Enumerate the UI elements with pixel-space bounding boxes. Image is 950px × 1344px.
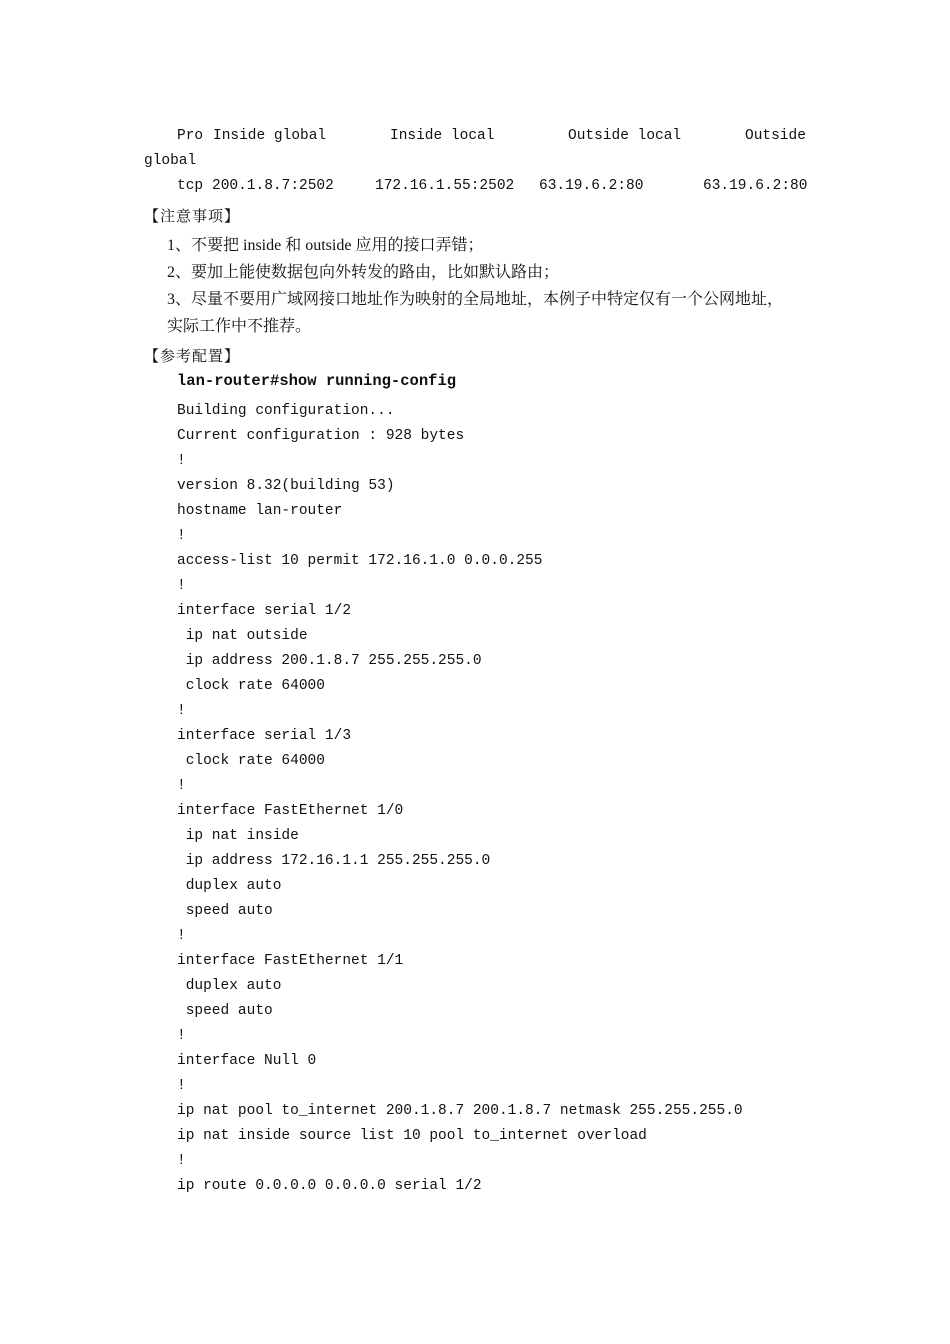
nat-table-header	[144, 124, 824, 149]
reference-heading: 【参考配置】	[144, 347, 241, 365]
config-line: !	[177, 1028, 186, 1044]
config-line: ip route 0.0.0.0 0.0.0.0 serial 1/2	[177, 1178, 482, 1194]
header-inside-local: Inside local	[390, 128, 495, 144]
cell-pro: tcp	[177, 178, 204, 194]
cell-inside-global: 200.1.8.7:2502	[212, 178, 334, 194]
config-line: access-list 10 permit 172.16.1.0 0.0.0.255	[177, 553, 543, 569]
table-row	[144, 174, 824, 199]
config-line: duplex auto	[177, 878, 282, 894]
config-line: ip nat outside	[177, 628, 308, 644]
config-line: clock rate 64000	[177, 678, 325, 694]
config-line: !	[177, 1153, 186, 1169]
config-line: ip address 200.1.8.7 255.255.255.0	[177, 653, 482, 669]
config-line: !	[177, 1078, 186, 1094]
config-line: interface FastEthernet 1/1	[177, 953, 404, 969]
cell-outside-local: 63.19.6.2:80	[539, 178, 644, 194]
header-outside-local: Outside local	[568, 128, 682, 144]
config-line: ip address 172.16.1.1 255.255.255.0	[177, 853, 491, 869]
notes-heading: 【注意事项】	[144, 207, 241, 225]
config-line: Current configuration : 928 bytes	[177, 428, 465, 444]
config-line: ip nat inside source list 10 pool to_internet overload	[177, 1128, 647, 1144]
config-line: !	[177, 703, 186, 719]
note-item-continuation: 实际工作中不推荐。	[167, 318, 312, 335]
config-line: ip nat pool to_internet 200.1.8.7 200.1.8.7 netmask 255.255.255.0	[177, 1103, 743, 1119]
config-line: interface FastEthernet 1/0	[177, 803, 404, 819]
config-line: hostname lan-router	[177, 503, 343, 519]
config-line: duplex auto	[177, 978, 282, 994]
config-line: speed auto	[177, 903, 273, 919]
note-item: 2、要加上能使数据包向外转发的路由，比如默认路由；	[167, 264, 560, 281]
config-line: interface Null 0	[177, 1053, 317, 1069]
config-line: clock rate 64000	[177, 753, 325, 769]
config-line: version 8.32(building 53)	[177, 478, 395, 494]
note-item: 3、尽量不要用广域网接口地址作为映射的全局地址，本例子中特定仅有一个公网地址，	[167, 291, 784, 308]
notes-list	[167, 232, 817, 340]
running-config-listing	[177, 399, 743, 1199]
note-item: 1、不要把 inside 和 outside 应用的接口弄错；	[167, 237, 484, 254]
header-outside-global: Outside	[745, 128, 806, 144]
header-pro: Pro	[177, 128, 204, 144]
config-line: !	[177, 453, 186, 469]
config-line: !	[177, 778, 186, 794]
config-line: !	[177, 578, 186, 594]
config-line: interface serial 1/2	[177, 603, 352, 619]
cell-outside-global: 63.19.6.2:80	[703, 178, 808, 194]
cell-inside-local: 172.16.1.55:2502	[375, 178, 515, 194]
header-outside-global-wrap: global	[144, 153, 197, 169]
header-inside-global: Inside global	[213, 128, 327, 144]
config-line: !	[177, 928, 186, 944]
show-running-config-command: lan-router#show running-config	[177, 372, 457, 390]
nat-table-header-wrap	[144, 149, 824, 174]
config-line: interface serial 1/3	[177, 728, 352, 744]
config-line: !	[177, 528, 186, 544]
config-line: ip nat inside	[177, 828, 299, 844]
nat-translation-table	[144, 124, 824, 199]
config-line: speed auto	[177, 1003, 273, 1019]
config-line: Building configuration...	[177, 403, 395, 419]
